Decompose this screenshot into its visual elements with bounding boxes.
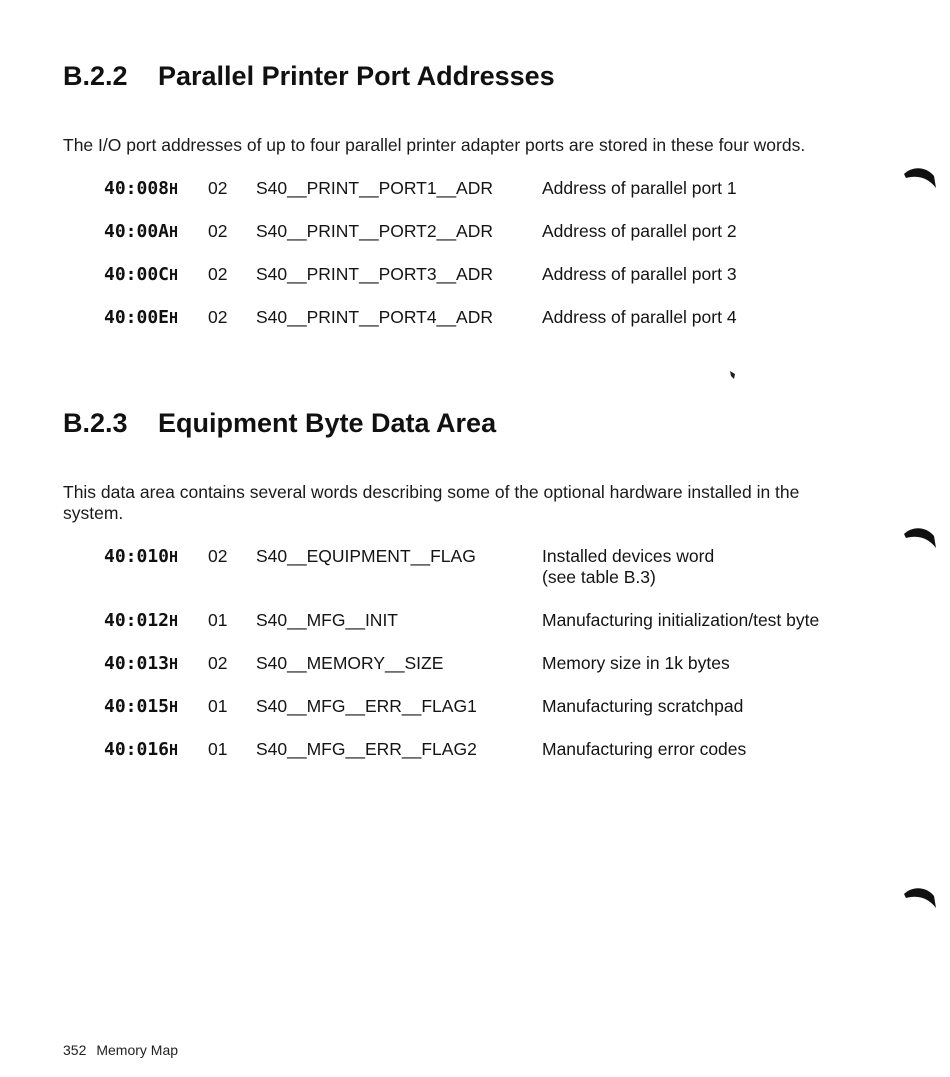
entry-symbol: S40__EQUIPMENT__FLAG — [256, 546, 476, 566]
entry-symbol: S40__MEMORY__SIZE — [256, 653, 444, 673]
entry-size: 02 — [208, 264, 228, 284]
entry-size: 01 — [208, 610, 228, 630]
section-title: Parallel Printer Port Addresses — [158, 61, 555, 91]
entry-symbol: S40__PRINT__PORT2__ADR — [256, 221, 494, 241]
page-footer — [63, 1042, 178, 1058]
scan-speck-icon — [728, 369, 738, 381]
scan-mark-icon — [900, 160, 940, 192]
entry-symbol: S40__MFG__ERR__FLAG1 — [256, 696, 477, 716]
entry-size: 01 — [208, 696, 228, 716]
entry-description: Manufacturing error codes — [542, 739, 747, 759]
footer-title: Memory Map — [96, 1042, 179, 1058]
entry-address: 40:013H — [104, 653, 179, 674]
scan-mark-icon — [900, 520, 940, 552]
entry-symbol: S40__MFG__ERR__FLAG2 — [256, 739, 477, 759]
entry-address: 40:00EH — [104, 307, 179, 328]
entry-description: Installed devices word (see table B.3) — [542, 546, 715, 587]
entry-address: 40:015H — [104, 696, 179, 717]
entry-description: Address of parallel port 1 — [542, 178, 737, 198]
entry-address: 40:012H — [104, 610, 179, 631]
section-number: B.2.3 — [63, 408, 128, 438]
entry-description: Address of parallel port 2 — [542, 221, 737, 241]
entry-description: Memory size in 1k bytes — [542, 653, 730, 673]
entry-description: Address of parallel port 4 — [542, 307, 737, 327]
section-heading-parallel-ports — [63, 61, 555, 92]
entry-symbol: S40__PRINT__PORT3__ADR — [256, 264, 494, 284]
entry-size: 01 — [208, 739, 228, 759]
entry-size: 02 — [208, 653, 228, 673]
section-intro: The I/O port addresses of up to four parallel printer adapter ports are stored in these four words. — [63, 135, 806, 155]
entry-symbol: S40__PRINT__PORT4__ADR — [256, 307, 494, 327]
section-title: Equipment Byte Data Area — [158, 408, 497, 438]
section-heading-equipment — [63, 408, 496, 439]
section-number: B.2.2 — [63, 61, 128, 91]
page-number: 352 — [63, 1042, 87, 1058]
entry-size: 02 — [208, 307, 228, 327]
entry-symbol: S40__MFG__INIT — [256, 610, 398, 630]
section-intro: This data area contains several words describing some of the optional hardware installed in the system. — [63, 482, 800, 523]
entry-size: 02 — [208, 221, 228, 241]
entry-address: 40:00CH — [104, 264, 179, 285]
entry-size: 02 — [208, 178, 228, 198]
entry-address: 40:016H — [104, 739, 179, 760]
entry-description: Manufacturing initialization/test byte — [542, 610, 820, 630]
entry-address: 40:00AH — [104, 221, 179, 242]
entry-size: 02 — [208, 546, 228, 566]
entry-address: 40:008H — [104, 178, 179, 199]
entry-description: Address of parallel port 3 — [542, 264, 737, 284]
entry-address: 40:010H — [104, 546, 179, 567]
entry-symbol: S40__PRINT__PORT1__ADR — [256, 178, 494, 198]
scan-mark-icon — [900, 880, 940, 912]
entry-description: Manufacturing scratchpad — [542, 696, 744, 716]
